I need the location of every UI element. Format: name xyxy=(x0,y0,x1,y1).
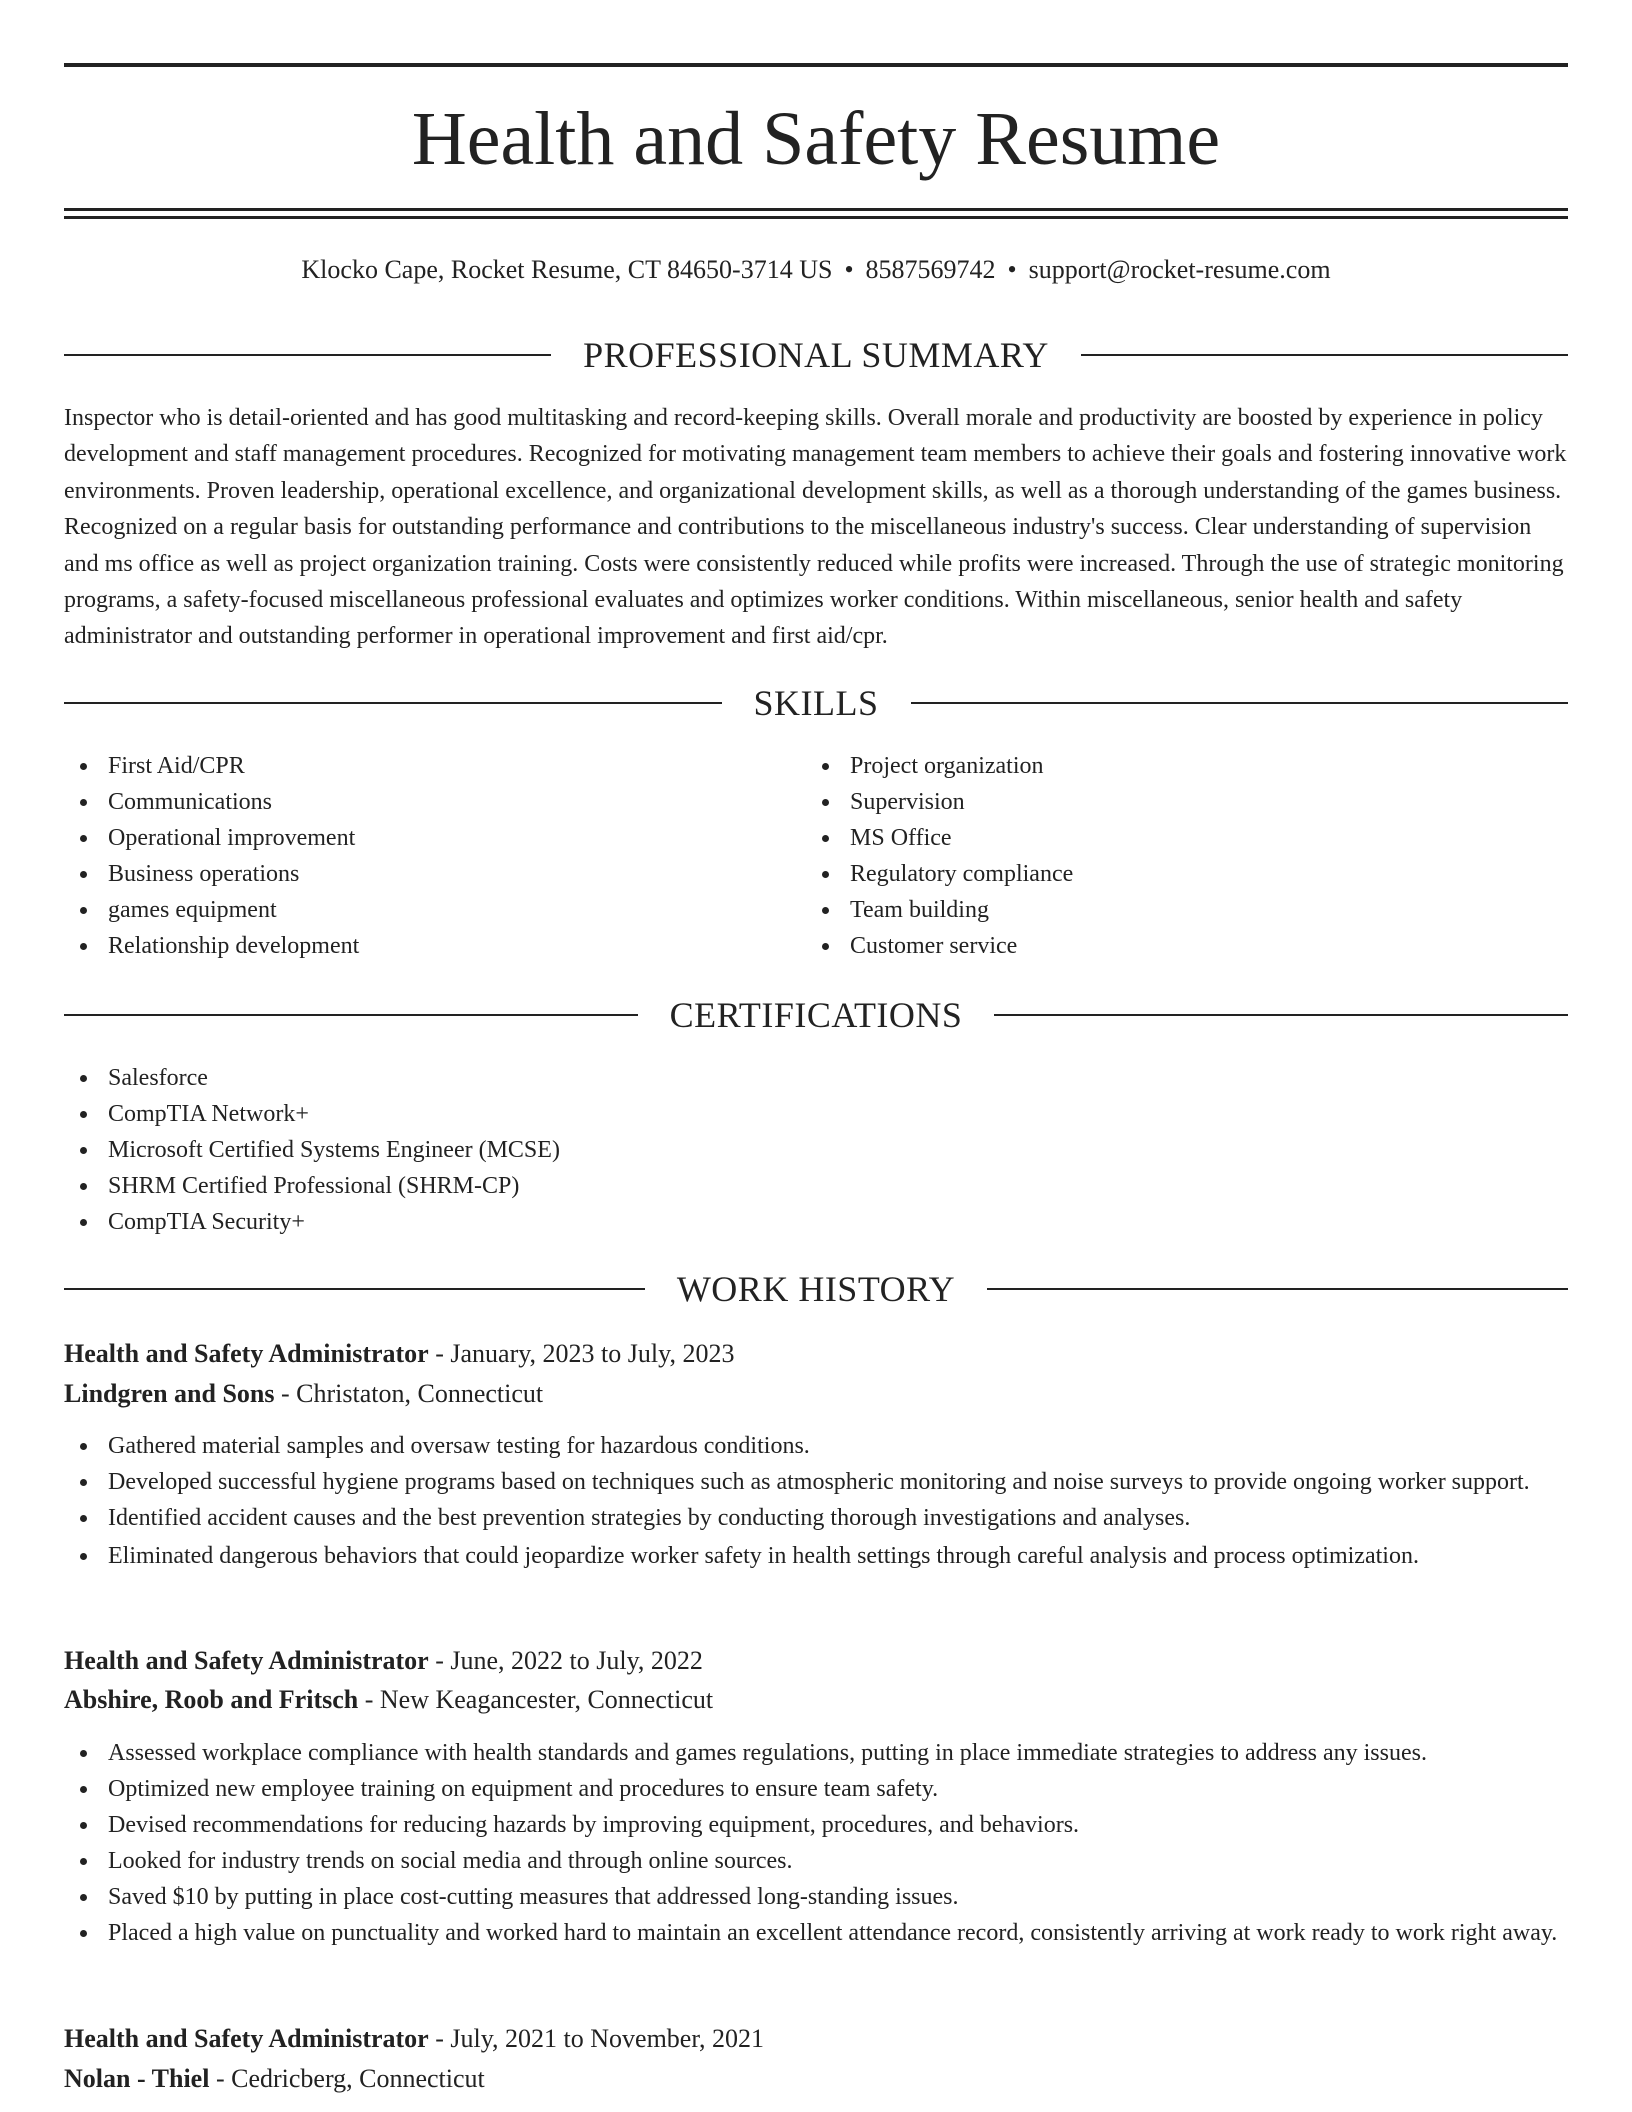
section-rule-right xyxy=(987,1288,1568,1290)
job-company: Lindgren and Sons xyxy=(64,1379,275,1408)
job-title: Health and Safety Administrator xyxy=(64,1646,429,1675)
job-bullet: Gathered material samples and oversaw testing for hazardous conditions. xyxy=(64,1428,1568,1464)
contact-separator: • xyxy=(844,255,854,284)
certification-item: CompTIA Network+ xyxy=(64,1096,1568,1132)
skill-item: Customer service xyxy=(806,928,1506,964)
section-title-skills: SKILLS xyxy=(753,683,879,723)
contact-address: Klocko Cape, Rocket Resume, CT 84650-3714 US xyxy=(301,255,833,284)
section-rule-right xyxy=(994,1014,1568,1016)
section-title-certifications: CERTIFICATIONS xyxy=(669,995,963,1035)
job-dates: - July, 2021 to November, 2021 xyxy=(428,2024,764,2053)
section-rule-left xyxy=(64,354,551,356)
job-bullet: Developed successful hygiene programs based on techniques such as atmospheric monitoring and noise surveys to provide ongoing worker support. xyxy=(64,1464,1568,1500)
job-bullets xyxy=(64,1428,1568,1574)
skill-item: Communications xyxy=(64,784,764,820)
section-rule-right xyxy=(1081,354,1568,356)
contact-email: support@rocket-resume.com xyxy=(1028,255,1331,284)
header-top-rule xyxy=(64,63,1568,67)
skill-item: Operational improvement xyxy=(64,820,764,856)
skill-item: games equipment xyxy=(64,892,764,928)
job-location: - New Keagancester, Connecticut xyxy=(358,1685,714,1714)
skill-item: Regulatory compliance xyxy=(806,856,1506,892)
skills-list-right xyxy=(806,748,1506,964)
job-bullet: Optimized new employee training on equipment and procedures to ensure team safety. xyxy=(64,1771,1568,1807)
skill-item: Relationship development xyxy=(64,928,764,964)
section-title-summary: PROFESSIONAL SUMMARY xyxy=(583,335,1049,375)
job-location: - Christaton, Connecticut xyxy=(274,1379,544,1408)
certification-item: Salesforce xyxy=(64,1060,1568,1096)
skill-item: Team building xyxy=(806,892,1506,928)
section-header-work-history xyxy=(64,1267,1568,1311)
job-dates: - January, 2023 to July, 2023 xyxy=(428,1339,735,1368)
certification-item: SHRM Certified Professional (SHRM-CP) xyxy=(64,1168,1568,1204)
job-bullet: Eliminated dangerous behaviors that could jeopardize worker safety in health settings through careful analysis and process optimization. xyxy=(64,1538,1568,1574)
header-double-rule-lower xyxy=(64,216,1568,219)
certifications-list xyxy=(64,1060,1568,1240)
section-header-skills xyxy=(64,681,1568,725)
job-company-line xyxy=(64,1376,1568,1412)
contact-phone: 8587569742 xyxy=(865,255,996,284)
job-company: Nolan - Thiel xyxy=(64,2064,210,2093)
job-company: Abshire, Roob and Fritsch xyxy=(64,1685,359,1714)
section-rule-left xyxy=(64,1288,645,1290)
job-title: Health and Safety Administrator xyxy=(64,1339,429,1368)
job-title: Health and Safety Administrator xyxy=(64,2024,429,2053)
job-bullet: Devised recommendations for reducing hazards by improving equipment, procedures, and behaviors. xyxy=(64,1807,1568,1843)
skill-item: Project organization xyxy=(806,748,1506,784)
job-bullet: Assessed workplace compliance with health standards and games regulations, putting in place immediate strategies to address any issues. xyxy=(64,1735,1568,1771)
section-rule-left xyxy=(64,1014,638,1016)
summary-paragraph: Inspector who is detail-oriented and has good multitasking and record-keeping skills. Overall morale and productivity are boosted by experience in policy development and staff management procedures. Recognized for motivating management team members to achieve their goals and fostering innovative work environments. Proven leadership, operational excellence, and organizational development skills, as well as a thorough understanding of the games business. Recognized on a regular basis for outstanding performance and contributions to the miscellaneous industry's success. Clear understanding of supervision and ms office as well as project organization training. Costs were consistently reduced while profits were increased. Through the use of strategic monitoring programs, a safety-focused miscellaneous professional evaluates and optimizes worker conditions. Within miscellaneous, senior health and safety administrator and outstanding performer in operational improvement and first aid/cpr. xyxy=(64,405,1567,650)
section-rule-left xyxy=(64,702,722,704)
job-company-line xyxy=(64,1682,1568,1718)
job-title-line xyxy=(64,1643,1568,1679)
job-bullet: Identified accident causes and the best prevention strategies by conducting thorough investigations and analyses. xyxy=(64,1500,1568,1536)
section-header-summary xyxy=(64,333,1568,377)
job-title-line xyxy=(64,2021,1568,2057)
job-company-line xyxy=(64,2061,1568,2097)
certification-item: Microsoft Certified Systems Engineer (MCSE) xyxy=(64,1132,1568,1168)
header-double-rule-upper xyxy=(64,208,1568,211)
contact-line xyxy=(64,252,1568,288)
resume-title: Health and Safety Resume xyxy=(411,97,1221,181)
job-dates: - June, 2022 to July, 2022 xyxy=(428,1646,703,1675)
skill-item: Business operations xyxy=(64,856,764,892)
skills-list-left xyxy=(64,748,764,964)
skill-item: MS Office xyxy=(806,820,1506,856)
job-bullet: Saved $10 by putting in place cost-cutting measures that addressed long-standing issues. xyxy=(64,1879,1568,1915)
job-bullets xyxy=(64,1735,1568,1951)
job-bullet: Looked for industry trends on social media and through online sources. xyxy=(64,1843,1568,1879)
job-title-line xyxy=(64,1336,1568,1372)
skill-item: First Aid/CPR xyxy=(64,748,764,784)
job-location: - Cedricberg, Connecticut xyxy=(209,2064,485,2093)
contact-separator: • xyxy=(1007,255,1017,284)
section-header-certifications xyxy=(64,993,1568,1037)
section-title-work-history: WORK HISTORY xyxy=(676,1269,956,1309)
job-bullet: Placed a high value on punctuality and worked hard to maintain an excellent attendance record, consistently arriving at work ready to work right away. xyxy=(64,1915,1568,1951)
skill-item: Supervision xyxy=(806,784,1506,820)
certification-item: CompTIA Security+ xyxy=(64,1204,1568,1240)
section-rule-right xyxy=(911,702,1569,704)
